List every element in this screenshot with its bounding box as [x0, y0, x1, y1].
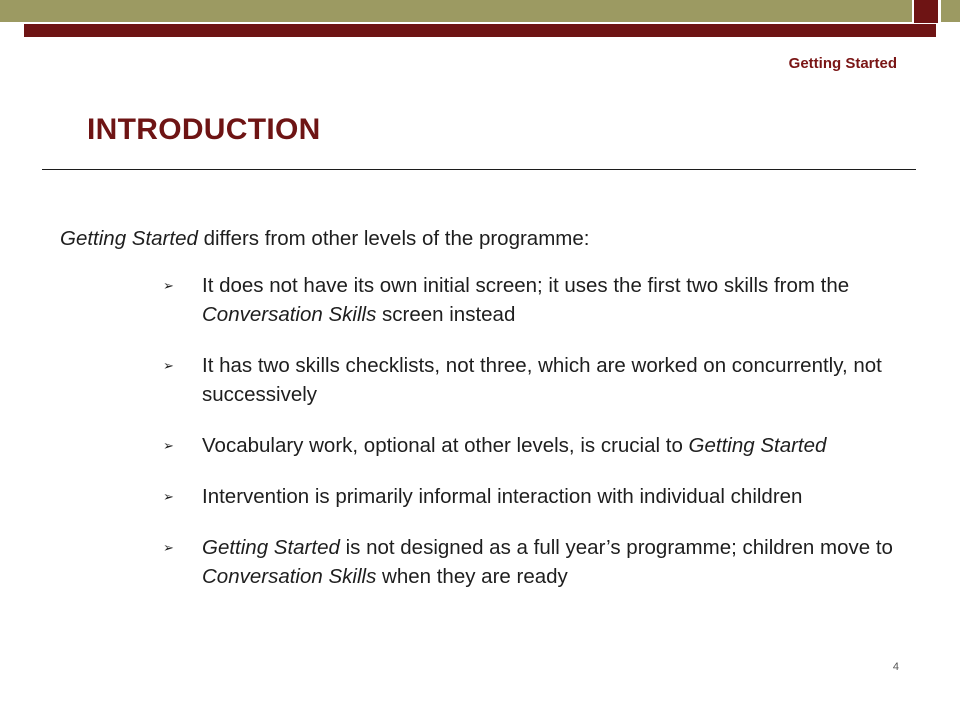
header-red-square: [914, 0, 938, 23]
bullet-text: It does not have its own initial screen; it uses the first two skills from the: [202, 274, 850, 297]
page-number: 4: [892, 661, 899, 673]
header-olive-bar: [0, 0, 912, 22]
intro-paragraph: [60, 224, 920, 253]
bullet-list: [60, 271, 920, 591]
slide-title: INTRODUCTION: [87, 113, 321, 146]
section-label: Getting Started: [788, 55, 897, 72]
arrowhead-bullet-icon: ➢: [163, 489, 174, 504]
intro-text: differs from other levels of the programme:: [197, 227, 590, 250]
bullet-emphasis: Conversation Skills: [202, 303, 377, 326]
bullet-emphasis: Getting Started: [688, 434, 827, 457]
header-olive-bar-right: [941, 0, 960, 22]
header-red-bar: [24, 24, 936, 37]
arrowhead-bullet-icon: ➢: [163, 438, 174, 453]
title-divider: [42, 169, 916, 170]
arrowhead-bullet-icon: ➢: [163, 278, 174, 293]
bullet-text: when they are ready: [376, 565, 568, 588]
bullet-text: screen instead: [376, 303, 516, 326]
bullet-item: [60, 431, 920, 460]
bullet-item: [60, 271, 920, 329]
arrowhead-bullet-icon: ➢: [163, 358, 174, 373]
intro-emphasis: Getting Started: [60, 227, 198, 250]
bullet-emphasis: Conversation Skills: [202, 565, 377, 588]
bullet-text: Vocabulary work, optional at other levels, is crucial to: [202, 434, 689, 457]
arrowhead-bullet-icon: ➢: [163, 540, 174, 555]
bullet-item: [60, 482, 920, 511]
bullet-text: is not designed as a full year’s programme; children move to: [339, 536, 893, 559]
bullet-item: [60, 351, 920, 409]
bullet-emphasis: Getting Started: [202, 536, 340, 559]
slide-body: [60, 224, 920, 613]
bullet-item: [60, 533, 920, 591]
bullet-text: Intervention is primarily informal interaction with individual children: [202, 485, 803, 508]
bullet-text: It has two skills checklists, not three, which are worked on concurrently, not successively: [202, 354, 882, 406]
